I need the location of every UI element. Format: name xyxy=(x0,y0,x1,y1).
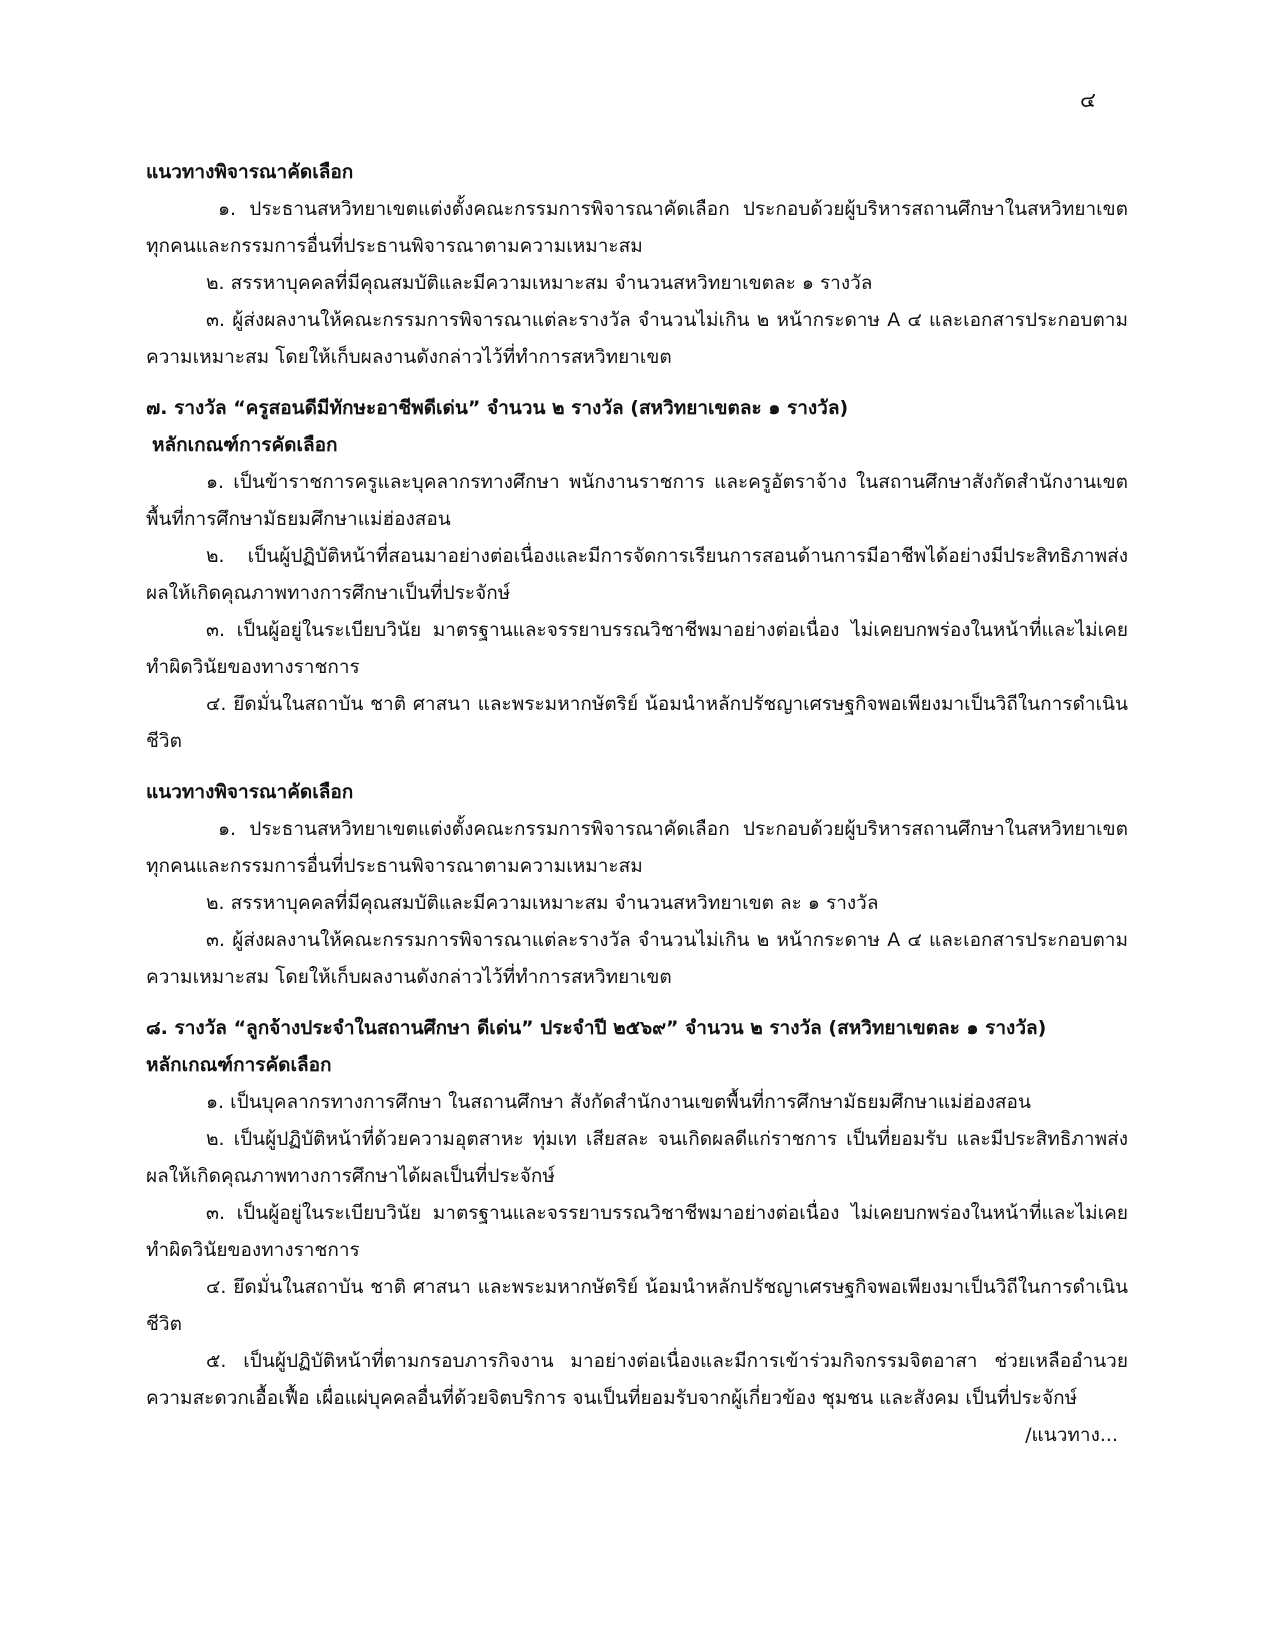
guideline-item: ๑. ประธานสหวิทยาเขตแต่งตั้งคณะกรรมการพิจารณาคัดเลือก ประกอบด้วยผู้บริหารสถานศึกษาในสหวิทยาเขตทุกคนและกรรมการอื่นที่ประธานพิจารณาตามความเหมาะสม xyxy=(146,818,1128,877)
guideline-item: ๑. ประธานสหวิทยาเขตแต่งตั้งคณะกรรมการพิจารณาคัดเลือก ประกอบด้วยผู้บริหารสถานศึกษาในสหวิทยาเขตทุกคนและกรรมการอื่นที่ประธานพิจารณาตามความเหมาะสม xyxy=(146,198,1128,257)
criteria-item: ๑. เป็นบุคลากรทางการศึกษา ในสถานศึกษา สังกัดสำนักงานเขตพื้นที่การศึกษามัธยมศึกษาแม่ฮ่องสอน xyxy=(206,1091,1031,1113)
criteria-item: ๕. เป็นผู้ปฏิบัติหน้าที่ตามกรอบภารกิจงาน มาอย่างต่อเนื่องและมีการเข้าร่วมกิจกรรมจิตอาสา ช่วยเหลืออำนวยความสะดวกเอื้อเฟื้อ เผื่อแผ่บุคคลอื่นที่ด้วยจิตบริการ จนเป็นที่ยอมรับจากผู้เกี่ยวข้อง ชุมชน และสังคม เป็นที่ประจักษ์ xyxy=(146,1350,1128,1409)
criteria-item: ๑. เป็นข้าราชการครูและบุคลากรทางศึกษา พนักงานราชการ และครูอัตราจ้าง ในสถานศึกษาสังกัดสำนักงานเขต พื้นที่การศึกษามัธยมศึกษาแม่ฮ่องสอน xyxy=(146,471,1128,530)
guideline-item: ๓. ผู้ส่งผลงานให้คณะกรรมการพิจารณาแต่ละรางวัล จำนวนไม่เกิน ๒ หน้ากระดาษ A ๔ และเอกสารประกอบตามความเหมาะสม โดยให้เก็บผลงานดังกล่าวไว้ที่ทำการสหวิทยาเขต xyxy=(146,929,1128,988)
guideline-heading: แนวทางพิจารณาคัดเลือก xyxy=(146,161,354,183)
document-body xyxy=(146,154,1128,1454)
continuation-marker: /แนวทาง... xyxy=(1025,1424,1118,1446)
section-8-title: ๘. รางวัล “ลูกจ้างประจำในสถานศึกษา ดีเด่น” ประจำปี ๒๕๖๙” จำนวน ๒ รางวัล (สหวิทยาเขตละ ๑ รางวัล) xyxy=(146,1017,1047,1039)
criteria-item: ๓. เป็นผู้อยู่ในระเบียบวินัย มาตรฐานและจรรยาบรรณวิชาชีพมาอย่างต่อเนื่อง ไม่เคยบกพร่องในหน้าที่และไม่เคยทำผิดวินัยของทางราชการ xyxy=(146,1202,1128,1261)
guideline-item: ๒. สรรหาบุคคลที่มีคุณสมบัติและมีความเหมาะสม จำนวนสหวิทยาเขตละ ๑ รางวัล xyxy=(206,272,873,294)
guideline-heading: แนวทางพิจารณาคัดเลือก xyxy=(146,781,354,803)
criteria-item: ๔. ยึดมั่นในสถาบัน ชาติ ศาสนา และพระมหากษัตริย์ น้อมนำหลักปรัชญาเศรษฐกิจพอเพียงมาเป็นวิถีในการดำเนินชีวิต xyxy=(146,693,1128,752)
criteria-item: ๓. เป็นผู้อยู่ในระเบียบวินัย มาตรฐานและจรรยาบรรณวิชาชีพมาอย่างต่อเนื่อง ไม่เคยบกพร่องในหน้าที่และไม่เคยทำผิดวินัยของทางราชการ xyxy=(146,619,1128,678)
criteria-item: ๔. ยึดมั่นในสถาบัน ชาติ ศาสนา และพระมหากษัตริย์ น้อมนำหลักปรัชญาเศรษฐกิจพอเพียงมาเป็นวิถีในการดำเนินชีวิต xyxy=(146,1276,1128,1335)
guideline-item: ๒. สรรหาบุคคลที่มีคุณสมบัติและมีความเหมาะสม จำนวนสหวิทยาเขต ละ ๑ รางวัล xyxy=(206,892,879,914)
criteria-item: ๒. เป็นผู้ปฏิบัติหน้าที่ด้วยความอุตสาหะ ทุ่มเท เสียสละ จนเกิดผลดีแก่ราชการ เป็นที่ยอมรับ และมีประสิทธิภาพส่งผลให้เกิดคุณภาพทางการศึกษาได้ผลเป็นที่ประจักษ์ xyxy=(146,1128,1128,1187)
criteria-heading: หลักเกณฑ์การคัดเลือก xyxy=(146,1054,332,1076)
guideline-item: ๓. ผู้ส่งผลงานให้คณะกรรมการพิจารณาแต่ละรางวัล จำนวนไม่เกิน ๒ หน้ากระดาษ A ๔ และเอกสารประกอบตามความเหมาะสม โดยให้เก็บผลงานดังกล่าวไว้ที่ทำการสหวิทยาเขต xyxy=(146,309,1128,368)
criteria-item: ๒. เป็นผู้ปฏิบัติหน้าที่สอนมาอย่างต่อเนื่องและมีการจัดการเรียนการสอนด้านการมีอาชีพได้อย่างมีประสิทธิภาพส่งผลให้เกิดคุณภาพทางการศึกษาเป็นที่ประจักษ์ xyxy=(146,545,1128,604)
page-number: ๔ xyxy=(1080,88,1096,112)
section-7-title: ๗. รางวัล “ครูสอนดีมีทักษะอาชีพดีเด่น” จำนวน ๒ รางวัล (สหวิทยาเขตละ ๑ รางวัล) xyxy=(146,397,849,419)
criteria-heading: หลักเกณฑ์การคัดเลือก xyxy=(152,434,338,456)
